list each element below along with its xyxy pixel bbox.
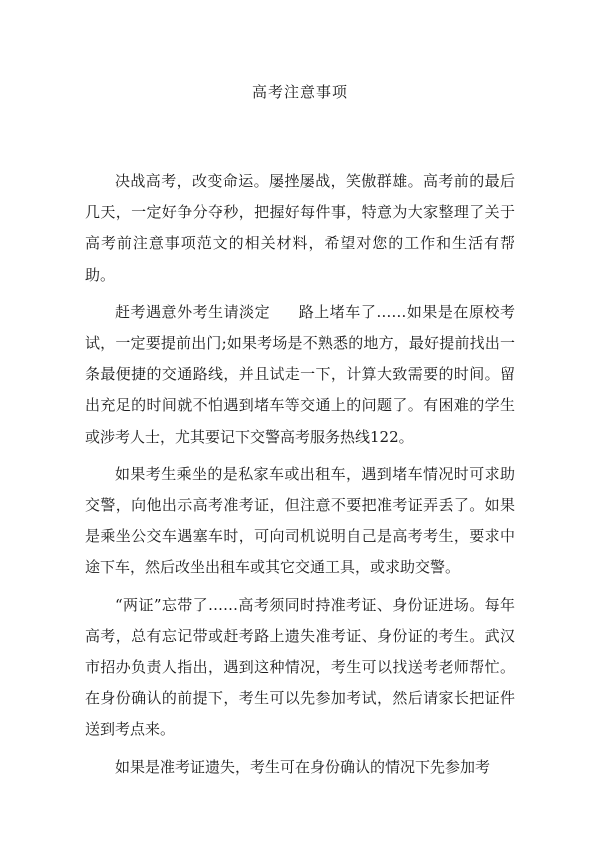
paragraph-documents: “两证”忘带了……高考须同时持准考证、身份证进场。每年高考，总有忘记带或赶考路上遗失准考证、身份证的考生。武汉市招办负责人指出，遇到这种情况，考生可以找送考老师帮忙。在身份确认的前提下，考生可以先参加考试，然后请家长把证件送到考点来。 xyxy=(85,595,515,739)
document-body xyxy=(85,166,515,789)
paragraph-traffic xyxy=(85,297,515,453)
paragraph-intro: 决战高考，改变命运。屡挫屡战，笑傲群雄。高考前的最后几天，一定好争分夺秒，把握好每件事，特意为大家整理了关于高考前注意事项范文的相关材料，希望对您的工作和生活有帮助。 xyxy=(85,172,515,284)
section-heading: 赶考遇意外考生请淡定 xyxy=(115,302,271,321)
document-title: 高考注意事项 xyxy=(251,83,348,101)
paragraph-taxi: 如果考生乘坐的是私家车或出租车，遇到堵车情况时可求助交警，向他出示高考准考证，但注意不要把准考证弄丢了。如果是乘坐公交车遇塞车时，可向司机说明自己是高考考生，要求中途下车，然后改坐出租车或其它交通工具，或求助交警。 xyxy=(85,464,515,577)
paragraph-lost-ticket: 如果是准考证遗失，考生可在身份确认的情况下先参加考 xyxy=(115,757,491,776)
section-text: 路上堵车了……如果是在原校考试，一定要提前出门;如果考场是不熟悉的地方，最好提前找出一条最便捷的交通路线，并且试走一下，计算大致需要的时间。留出充足的时间就不怕遇到堵车等交通上的问题了。有困难的学生或涉考人士，尤其要记下交警高考服务热线122。 xyxy=(85,302,515,446)
